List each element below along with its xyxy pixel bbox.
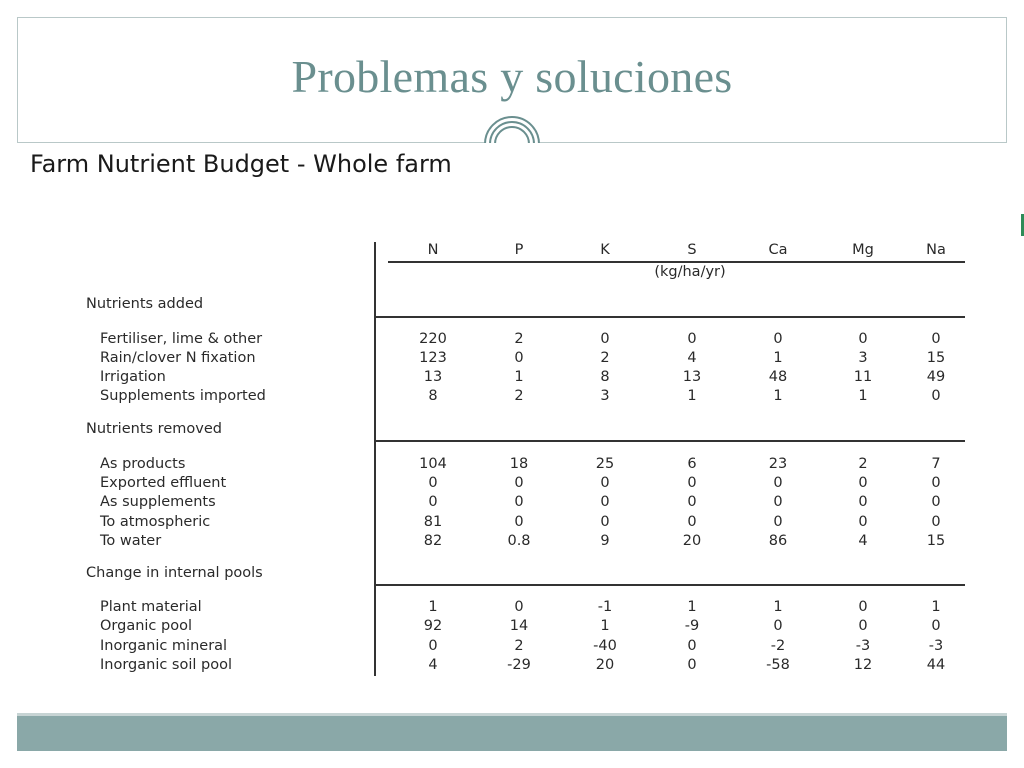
table-cell: 0 (687, 637, 697, 654)
units-label: (kg/ha/yr) (654, 264, 726, 280)
table-cell: 2 (600, 350, 610, 366)
table-cell: 6 (687, 456, 697, 472)
column-header-s: S (687, 242, 697, 258)
column-header-n: N (427, 242, 439, 258)
table-cell: 2 (514, 331, 524, 347)
table-cell: 0 (687, 513, 697, 530)
table-cell: 0 (773, 618, 783, 635)
row-label: Plant material (100, 599, 202, 615)
table-cell: 13 (682, 369, 702, 385)
table-cell: 0 (931, 331, 941, 347)
table-cell: 1 (773, 388, 783, 404)
section-label: Change in internal pools (86, 565, 263, 581)
table-cell: 0 (858, 618, 868, 635)
table-cell: -2 (770, 637, 786, 654)
row-label: As products (100, 456, 186, 472)
table-cell: 0 (931, 388, 941, 404)
table-cell: 1 (600, 618, 610, 635)
table-cell: 48 (768, 369, 788, 385)
column-header-ca: Ca (768, 242, 788, 258)
table-cell: 4 (428, 656, 438, 673)
table-cell: 0 (687, 331, 697, 347)
table-cell: 14 (509, 618, 529, 635)
table-cell: 7 (931, 456, 941, 472)
table-cell: 25 (595, 456, 615, 472)
table-cell: 0 (428, 475, 438, 492)
table-cell: 0 (428, 637, 438, 654)
table-cell: 9 (600, 532, 610, 549)
table-cell: 0 (773, 494, 783, 511)
table-cell: 0 (858, 331, 868, 347)
row-label: Irrigation (100, 369, 166, 385)
table-cell: 92 (423, 618, 443, 635)
table-cell: 4 (687, 350, 697, 366)
section-label: Nutrients added (86, 296, 204, 312)
table-cell: 3 (600, 388, 610, 404)
table-cell: 86 (768, 532, 788, 549)
table-cell: 0 (600, 494, 610, 511)
row-label: To water (100, 532, 162, 549)
table-cell: 20 (682, 532, 702, 549)
table-cell: 0 (931, 475, 941, 492)
table-cell: 0.8 (507, 532, 531, 549)
table-cell: 0 (514, 350, 524, 366)
table-cell: 0 (858, 494, 868, 511)
table-cell: 0 (514, 599, 524, 615)
table-cell: 0 (773, 513, 783, 530)
footer-bar (17, 713, 1007, 751)
header-rule (388, 261, 965, 263)
slide-title: Problemas y soluciones (291, 51, 733, 102)
table-cell: 0 (687, 494, 697, 511)
table-cell: 15 (926, 350, 946, 366)
table-cell: -58 (766, 656, 790, 673)
table-cell: 1 (514, 369, 524, 385)
table-cell: 2 (514, 388, 524, 404)
column-header-k: K (600, 242, 610, 258)
table-cell: 0 (687, 475, 697, 492)
table-cell: 1 (687, 599, 697, 615)
table-cell: -40 (593, 637, 617, 654)
row-label: Supplements imported (100, 388, 266, 404)
table-cell: 0 (858, 475, 868, 492)
table-cell: 8 (600, 369, 610, 385)
table-cell: 18 (509, 456, 529, 472)
table-cell: 0 (514, 513, 524, 530)
table-cell: 12 (853, 656, 873, 673)
table-cell: -3 (855, 637, 871, 654)
table-cell: 0 (600, 331, 610, 347)
table-cell: -3 (928, 637, 944, 654)
table-cell: 1 (931, 599, 941, 615)
table-cell: 4 (858, 532, 868, 549)
table-cell: 44 (926, 656, 946, 673)
row-label: Organic pool (100, 618, 192, 635)
column-header-p: P (514, 242, 524, 258)
table-cell: 123 (419, 350, 447, 366)
table-cell: 82 (423, 532, 443, 549)
section-rule (374, 316, 965, 318)
row-label: As supplements (100, 494, 216, 511)
table-cell: -9 (684, 618, 700, 635)
table-cell: 1 (773, 599, 783, 615)
row-label: Inorganic soil pool (100, 656, 233, 673)
table-cell: 0 (858, 599, 868, 615)
table-cell: 11 (853, 369, 873, 385)
table-cell: -29 (507, 656, 531, 673)
row-label: Fertiliser, lime & other (100, 331, 263, 347)
table-cell: 0 (858, 513, 868, 530)
table-cell: 0 (773, 475, 783, 492)
table-cell: 2 (858, 456, 868, 472)
table-cell: 1 (773, 350, 783, 366)
section-label: Nutrients removed (86, 421, 222, 437)
table-cell: 15 (926, 532, 946, 549)
row-label: Rain/clover N fixation (100, 350, 256, 366)
table-cell: 23 (768, 456, 788, 472)
table-label-divider (374, 242, 376, 676)
table-cell: 0 (514, 494, 524, 511)
table-cell: 81 (423, 513, 443, 530)
section-rule (374, 440, 965, 442)
budget-heading: Farm Nutrient Budget - Whole farm (30, 150, 452, 178)
table-cell: 0 (773, 331, 783, 347)
table-cell: 1 (687, 388, 697, 404)
row-label: To atmospheric (100, 513, 211, 530)
table-cell: 0 (687, 656, 697, 673)
table-cell: 0 (931, 494, 941, 511)
table-cell: 13 (423, 369, 443, 385)
row-label: Inorganic mineral (100, 637, 228, 654)
table-cell: 3 (858, 350, 868, 366)
table-cell: 220 (419, 331, 447, 347)
table-cell: 0 (600, 475, 610, 492)
table-cell: 20 (595, 656, 615, 673)
table-cell: 0 (931, 618, 941, 635)
table-cell: 8 (428, 388, 438, 404)
row-label: Exported effluent (100, 475, 227, 492)
table-cell: 2 (514, 637, 524, 654)
table-cell: 0 (931, 513, 941, 530)
table-cell: 0 (428, 494, 438, 511)
table-cell: 1 (428, 599, 438, 615)
section-rule (374, 584, 965, 586)
column-header-na: Na (926, 242, 946, 258)
table-cell: 104 (419, 456, 447, 472)
table-cell: 0 (600, 513, 610, 530)
column-header-mg: Mg (852, 242, 874, 258)
table-cell: -1 (597, 599, 613, 615)
table-cell: 49 (926, 369, 946, 385)
table-cell: 0 (514, 475, 524, 492)
table-cell: 1 (858, 388, 868, 404)
